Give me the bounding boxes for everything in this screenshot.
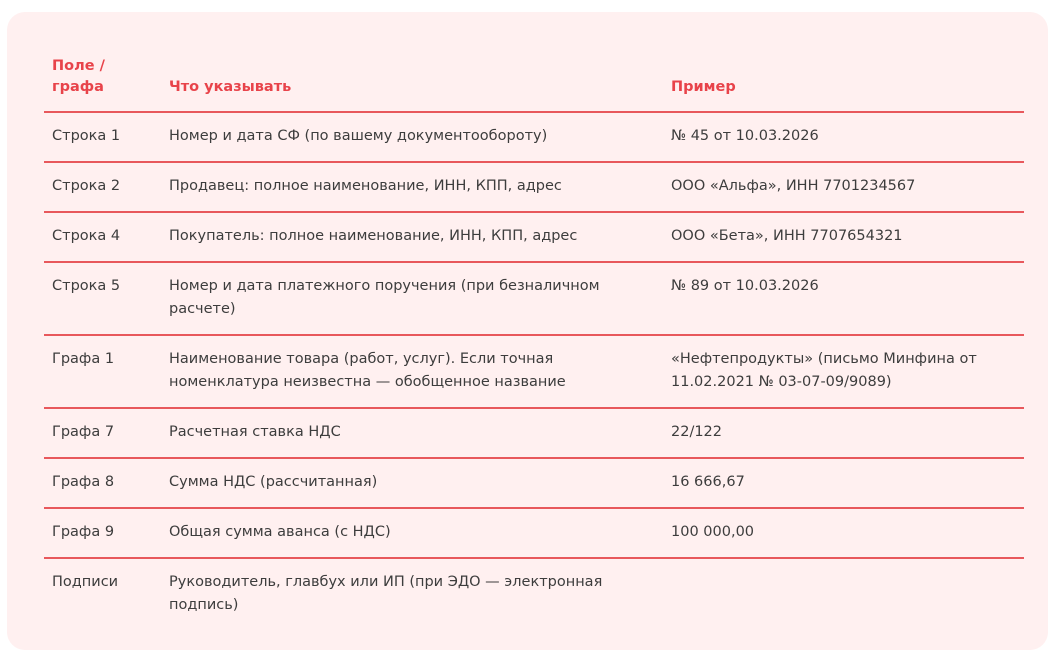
- row-example: ООО «Бета», ИНН 7707654321: [663, 212, 1024, 262]
- row-field: Строка 2: [44, 162, 161, 212]
- row-description: Сумма НДС (рассчитанная): [161, 458, 663, 508]
- row-field: Графа 8: [44, 458, 161, 508]
- header-what-to-specify: Что указывать: [161, 48, 663, 112]
- row-field: Строка 1: [44, 112, 161, 162]
- table-row: [44, 212, 1024, 262]
- row-field: Графа 7: [44, 408, 161, 458]
- row-example: 22/122: [663, 408, 1024, 458]
- row-field: Графа 9: [44, 508, 161, 558]
- row-example: № 89 от 10.03.2026: [663, 262, 1024, 335]
- row-field: Строка 5: [44, 262, 161, 335]
- row-description: Продавец: полное наименование, ИНН, КПП, адрес: [161, 162, 663, 212]
- table-row: [44, 262, 1024, 335]
- row-example: «Нефтепродукты» (письмо Минфина от 11.02.2021 № 03-07-09/9089): [663, 335, 1024, 408]
- table-card: [7, 12, 1048, 650]
- table-row: [44, 408, 1024, 458]
- table-header-row: [44, 48, 1024, 112]
- row-field: Графа 1: [44, 335, 161, 408]
- row-example: ООО «Альфа», ИНН 7701234567: [663, 162, 1024, 212]
- row-example: 100 000,00: [663, 508, 1024, 558]
- row-field: Строка 4: [44, 212, 161, 262]
- invoice-fields-table: [44, 48, 1024, 630]
- row-example: № 45 от 10.03.2026: [663, 112, 1024, 162]
- table-row: [44, 335, 1024, 408]
- row-description: Руководитель, главбух или ИП (при ЭДО — электронная подпись): [169, 574, 603, 613]
- row-example: 16 666,67: [663, 458, 1024, 508]
- row-description: Номер и дата СФ (по вашему документообороту): [161, 112, 663, 162]
- row-description: Номер и дата платежного поручения (при безналичном расчете): [161, 262, 663, 335]
- row-description: Наименование товара (работ, услуг). Если точная номенклатура неизвестна — обобщенное название: [161, 335, 663, 408]
- row-description: Покупатель: полное наименование, ИНН, КПП, адрес: [161, 212, 663, 262]
- header-field: Поле / графа: [44, 48, 161, 112]
- table-row: [44, 162, 1024, 212]
- row-field: Подписи: [52, 574, 119, 590]
- header-example: Пример: [663, 48, 1024, 112]
- row-description: Общая сумма аванса (с НДС): [161, 508, 663, 558]
- table-row: [44, 558, 1024, 630]
- row-example: [663, 558, 1024, 630]
- table-row: [44, 112, 1024, 162]
- row-description: Расчетная ставка НДС: [161, 408, 663, 458]
- table-row: [44, 458, 1024, 508]
- table-row: [44, 508, 1024, 558]
